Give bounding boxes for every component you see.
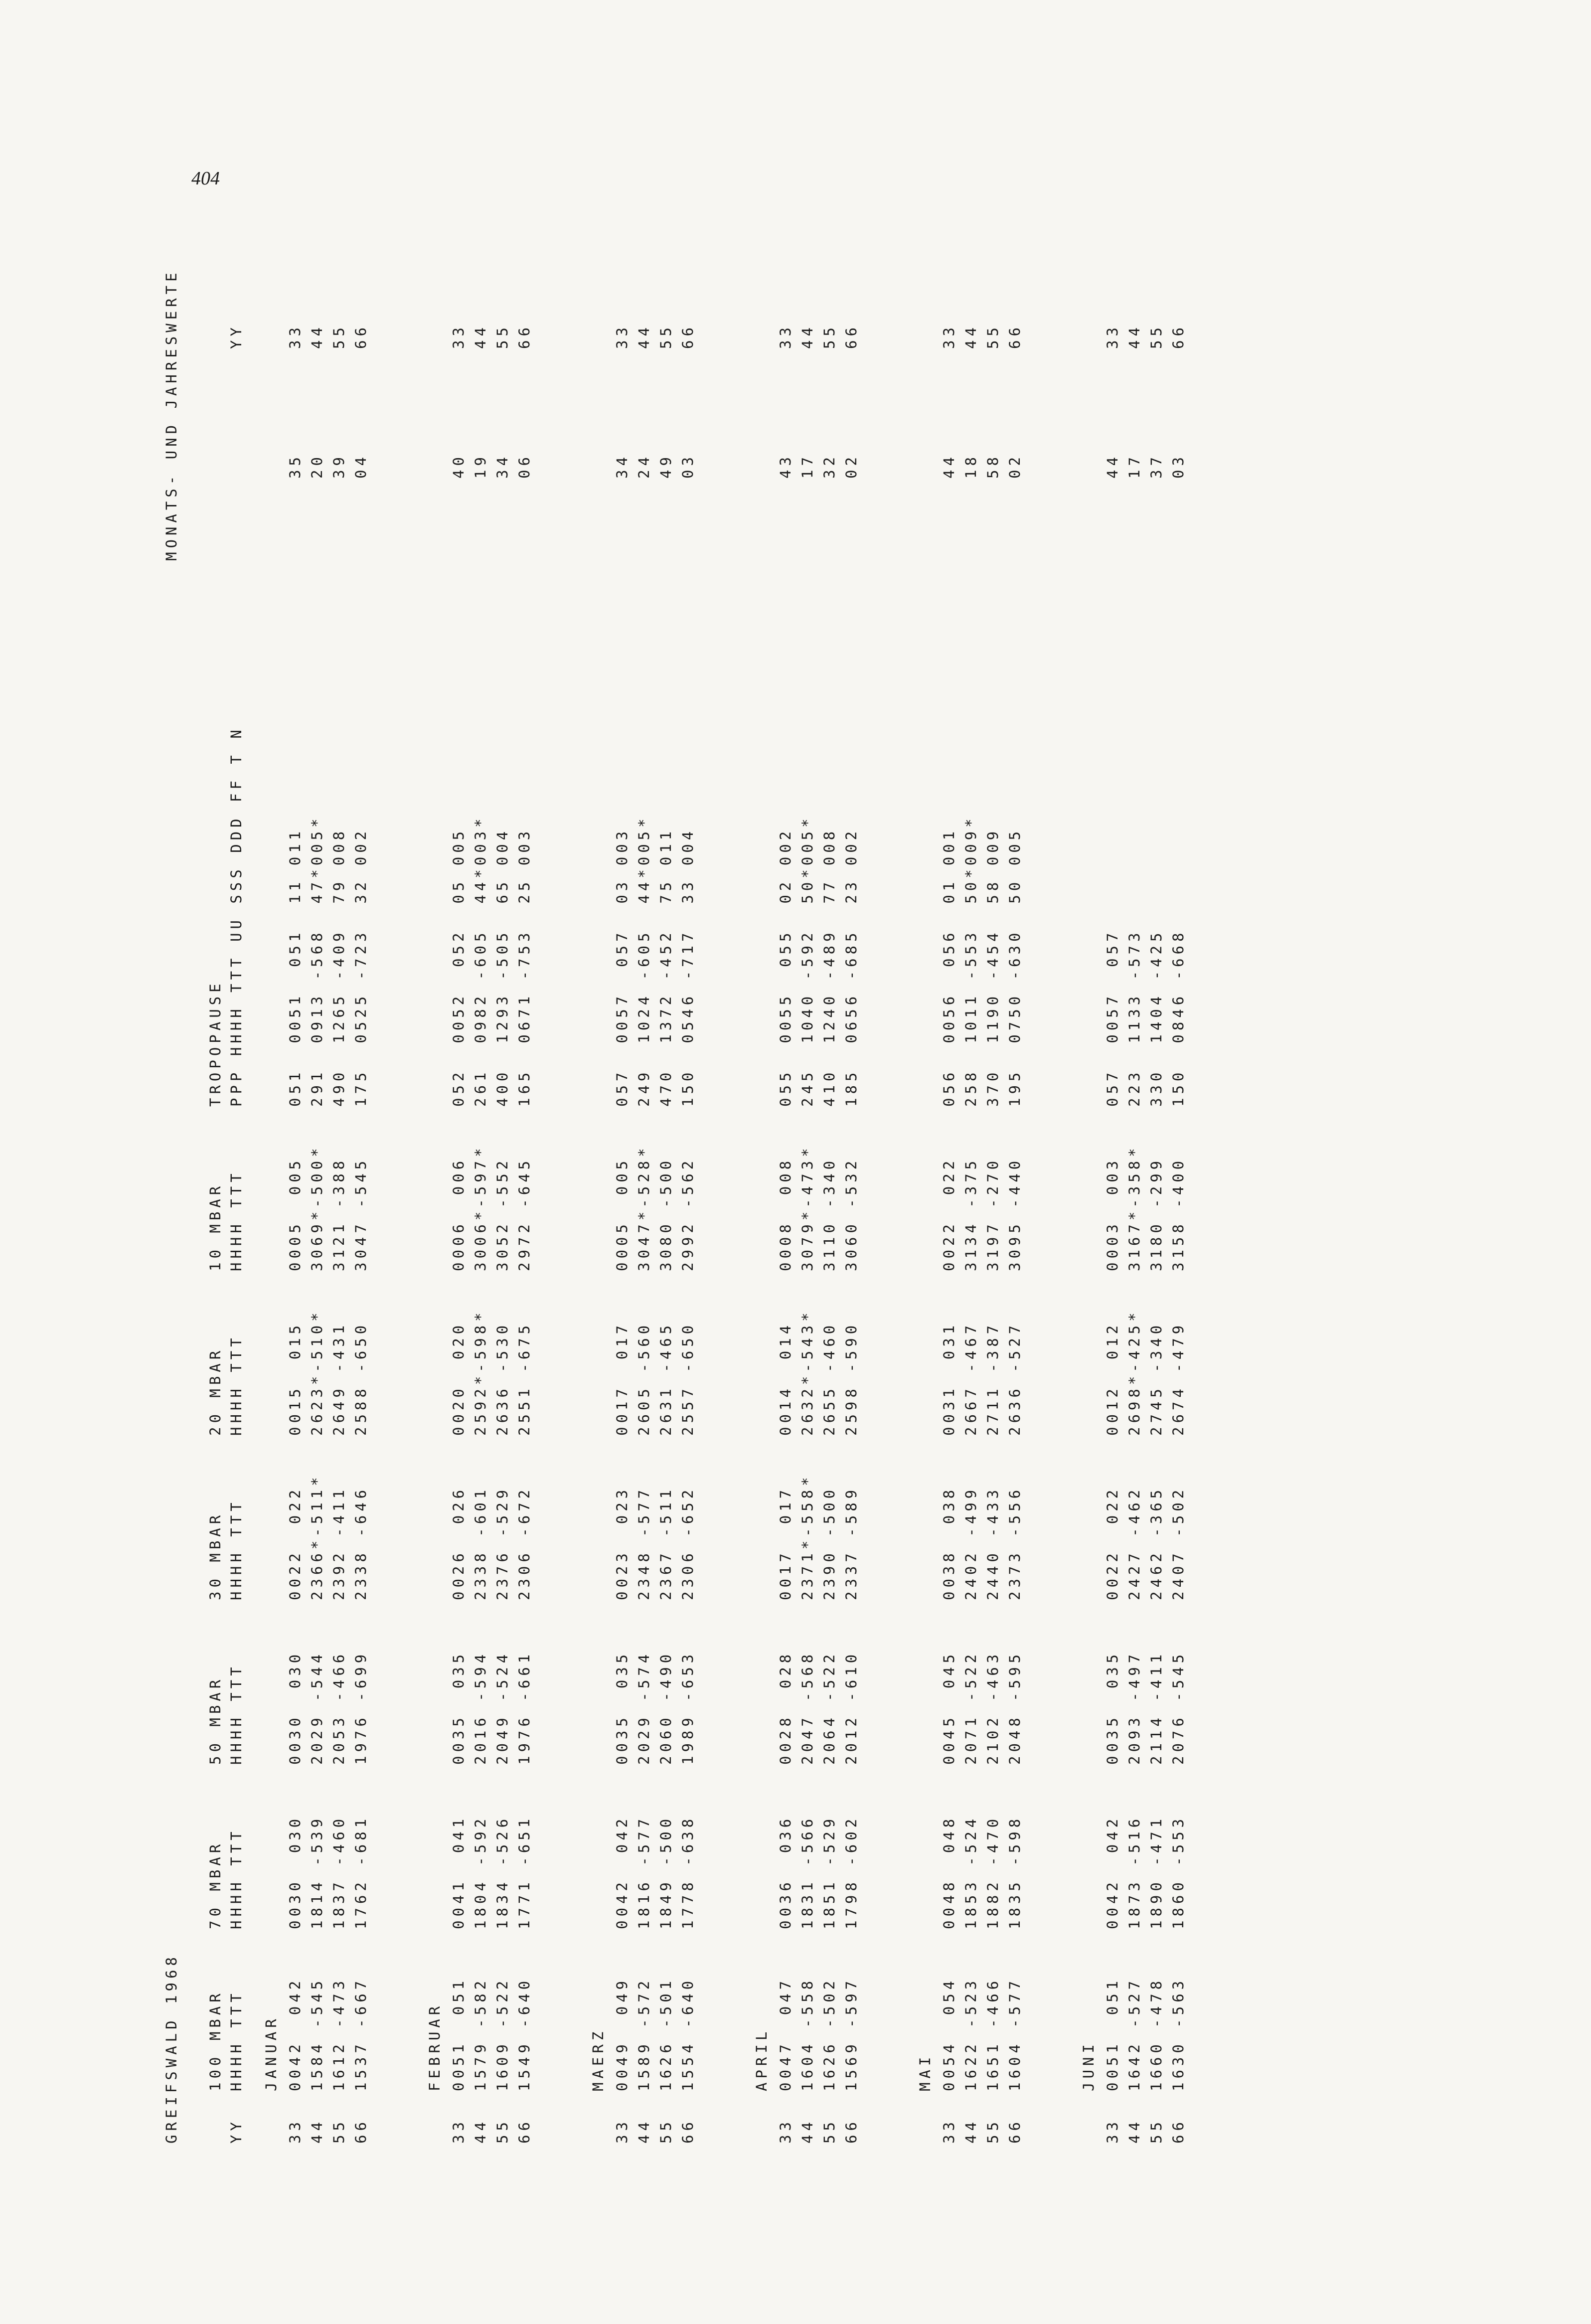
yy-cell-right: 66	[352, 324, 369, 349]
tropopause-cell: 051 0051 051 11 011	[287, 827, 304, 1107]
level-cell: 0035 035	[450, 1650, 467, 1765]
yy-cell: 44	[636, 2118, 652, 2144]
level-cell: 0038 038	[941, 1486, 957, 1600]
ff-cell: 06	[516, 453, 533, 479]
level-20-name: 20 MBAR	[207, 1346, 224, 1436]
level-cell: 1890 -471	[1148, 1815, 1165, 1929]
yy-cell: 33	[287, 2118, 304, 2144]
level-cell: 1804 -592	[472, 1815, 489, 1929]
station-title: GREIFSWALD 1968	[163, 1953, 180, 2144]
month-heading: JUNI	[1080, 2040, 1097, 2091]
level-cell: 2745 -340	[1148, 1321, 1165, 1436]
ff-cell: 02	[1006, 453, 1023, 479]
yy-cell-right: 66	[679, 324, 696, 349]
level-cell: 3047 -545	[352, 1157, 369, 1271]
level-cell: 2049 -524	[494, 1650, 511, 1765]
level-cell: 2047 -568	[799, 1650, 816, 1765]
tropopause-cell: 258 1011 -553 50*009*	[962, 815, 979, 1107]
level-cell: 3167*-358*	[1126, 1144, 1143, 1271]
level-cell: 0005 005	[287, 1157, 304, 1271]
ff-cell: 32	[821, 453, 838, 479]
ff-cell: 18	[962, 453, 979, 479]
yy-cell-right: 55	[657, 324, 674, 349]
level-cell: 2605 -560	[636, 1321, 652, 1436]
ff-cell: 24	[636, 453, 652, 479]
month-heading: JANUAR	[263, 2015, 280, 2091]
level-cell: 3121 -388	[330, 1157, 347, 1271]
level-cell: 0020 020	[450, 1321, 467, 1436]
yy-cell-right: 66	[1006, 324, 1023, 349]
yy-cell: 33	[941, 2118, 957, 2144]
level-50-cols: HHHH TTT	[228, 1663, 245, 1765]
level-cell: 2373 -556	[1006, 1486, 1023, 1600]
ff-cell: 03	[1170, 453, 1187, 479]
level-cell: 2623*-510*	[309, 1309, 325, 1436]
yy-cell: 66	[1006, 2118, 1023, 2144]
level-100-name: 100 MBAR	[207, 1990, 224, 2091]
level-cell: 3158 -400	[1170, 1157, 1187, 1271]
yy-cell: 55	[821, 2118, 838, 2144]
level-cell: 3047*-528*	[636, 1144, 652, 1271]
yy-cell-right: 44	[962, 324, 979, 349]
level-cell: 2102 -463	[984, 1650, 1001, 1765]
yy-cell-right: 55	[821, 324, 838, 349]
yy-cell-right: 33	[777, 324, 794, 349]
level-cell: 2029 -544	[309, 1650, 325, 1765]
ff-cell: 44	[941, 453, 957, 479]
tropopause-cell: 057 0057 057	[1104, 929, 1121, 1107]
tropopause-cell: 370 1190 -454 58 009	[984, 827, 1001, 1107]
ff-cell: 20	[309, 453, 325, 479]
level-cell: 3180 -299	[1148, 1157, 1165, 1271]
level-cell: 1853 -524	[962, 1815, 979, 1929]
yy-cell-right: 55	[494, 324, 511, 349]
level-cell: 2631 -465	[657, 1321, 674, 1436]
yy-cell-right: 33	[1104, 324, 1121, 349]
level-70-cols: HHHH TTT	[228, 1827, 245, 1929]
level-cell: 2053 -466	[330, 1650, 347, 1765]
level-cell: 0054 054	[941, 1977, 957, 2091]
level-cell: 2698*-425*	[1126, 1309, 1143, 1436]
ff-cell: 19	[472, 453, 489, 479]
level-cell: 2557 -650	[679, 1321, 696, 1436]
level-cell: 1976 -661	[516, 1650, 533, 1765]
level-cell: 2992 -562	[679, 1157, 696, 1271]
yy-cell-right: 33	[287, 324, 304, 349]
yy-cell: 66	[1170, 2118, 1187, 2144]
tropopause-cell: 291 0913 -568 47*005*	[309, 815, 325, 1107]
level-cell: 1834 -526	[494, 1815, 511, 1929]
yy-cell-right: 44	[309, 324, 325, 349]
level-cell: 1609 -522	[494, 1977, 511, 2091]
level-cell: 0042 042	[1104, 1815, 1121, 1929]
level-cell: 0026 026	[450, 1486, 467, 1600]
level-100-cols: HHHH TTT	[228, 1990, 245, 2091]
level-cell: 2076 -545	[1170, 1650, 1187, 1765]
level-cell: 0008 008	[777, 1157, 794, 1271]
level-cell: 2649 -431	[330, 1321, 347, 1436]
level-cell: 0051 051	[450, 1977, 467, 2091]
level-cell: 1660 -478	[1148, 1977, 1165, 2091]
yy-header-label: YY	[228, 2118, 245, 2144]
level-cell: 1771 -651	[516, 1815, 533, 1929]
level-cell: 2551 -675	[516, 1321, 533, 1436]
ff-cell: 40	[450, 453, 467, 479]
ff-cell: 58	[984, 453, 1001, 479]
level-cell: 2338 -601	[472, 1486, 489, 1600]
yy-cell: 55	[494, 2118, 511, 2144]
level-cell: 1873 -516	[1126, 1815, 1143, 1929]
level-cell: 1626 -501	[657, 1977, 674, 2091]
level-cell: 2029 -574	[636, 1650, 652, 1765]
level-cell: 0035 035	[614, 1650, 631, 1765]
level-cell: 1630 -563	[1170, 1977, 1187, 2091]
tropopause-cell: 261 0982 -605 44*003*	[472, 815, 489, 1107]
level-cell: 0041 041	[450, 1815, 467, 1929]
level-cell: 2588 -650	[352, 1321, 369, 1436]
yy-cell-right: 33	[450, 324, 467, 349]
level-cell: 3080 -500	[657, 1157, 674, 1271]
level-cell: 2440 -433	[984, 1486, 1001, 1600]
level-30-cols: HHHH TTT	[228, 1498, 245, 1600]
yy-cell: 66	[516, 2118, 533, 2144]
ff-cell: 34	[494, 453, 511, 479]
ff-cell: 04	[352, 453, 369, 479]
level-50-name: 50 MBAR	[207, 1675, 224, 1765]
report-title: MONATS- UND JAHRESWERTE	[163, 269, 180, 561]
yy-cell: 44	[309, 2118, 325, 2144]
level-cell: 2367 -511	[657, 1486, 674, 1600]
level-cell: 1816 -577	[636, 1815, 652, 1929]
yy-cell-right: 33	[941, 324, 957, 349]
level-cell: 1831 -566	[799, 1815, 816, 1929]
level-cell: 0030 030	[287, 1650, 304, 1765]
month-heading: APRIL	[753, 2027, 770, 2091]
level-cell: 2636 -527	[1006, 1321, 1023, 1436]
level-cell: 2071 -522	[962, 1650, 979, 1765]
yy-cell-right: 44	[636, 324, 652, 349]
level-cell: 0035 035	[1104, 1650, 1121, 1765]
yy-header-label-right: YY	[228, 324, 245, 349]
level-cell: 0015 015	[287, 1321, 304, 1436]
yy-cell: 33	[777, 2118, 794, 2144]
level-cell: 2376 -529	[494, 1486, 511, 1600]
tropopause-cell: 185 0656 -685 23 002	[843, 827, 860, 1107]
level-cell: 0014 014	[777, 1321, 794, 1436]
tropopause-cell: 410 1240 -489 77 008	[821, 827, 838, 1107]
tropopause-cell: 055 0055 055 02 002	[777, 827, 794, 1107]
tropopause-cell: 400 1293 -505 65 004	[494, 827, 511, 1107]
level-cell: 1589 -572	[636, 1977, 652, 2091]
level-cell: 1579 -582	[472, 1977, 489, 2091]
level-cell: 0022 022	[941, 1157, 957, 1271]
level-cell: 1976 -699	[352, 1650, 369, 1765]
level-cell: 0049 049	[614, 1977, 631, 2091]
level-cell: 2371*-558*	[799, 1473, 816, 1600]
level-cell: 1642 -527	[1126, 1977, 1143, 2091]
ff-cell: 49	[657, 453, 674, 479]
yy-cell: 33	[1104, 2118, 1121, 2144]
level-cell: 2972 -645	[516, 1157, 533, 1271]
level-cell: 0017 017	[777, 1486, 794, 1600]
yy-cell-right: 44	[472, 324, 489, 349]
yy-cell-right: 44	[799, 324, 816, 349]
level-10-name: 10 MBAR	[207, 1182, 224, 1271]
level-cell: 1851 -529	[821, 1815, 838, 1929]
tropopause-cell: 175 0525 -723 32 002	[352, 827, 369, 1107]
level-cell: 2407 -502	[1170, 1486, 1187, 1600]
level-cell: 0005 005	[614, 1157, 631, 1271]
level-cell: 0045 045	[941, 1650, 957, 1765]
level-10-cols: HHHH TTT	[228, 1169, 245, 1271]
level-cell: 0048 048	[941, 1815, 957, 1929]
ff-cell: 39	[330, 453, 347, 479]
tropopause-cols: PPP HHHH TTT UU SSS DDD FF T N	[228, 726, 245, 1107]
tropopause-cell: 223 1133 -573	[1126, 929, 1143, 1107]
yy-cell: 44	[1126, 2118, 1143, 2144]
yy-cell: 55	[1148, 2118, 1165, 2144]
level-cell: 2306 -672	[516, 1486, 533, 1600]
level-cell: 3079*-473*	[799, 1144, 816, 1271]
level-cell: 2427 -462	[1126, 1486, 1143, 1600]
level-cell: 3095 -440	[1006, 1157, 1023, 1271]
level-cell: 1537 -667	[352, 1977, 369, 2091]
level-cell: 2632*-543*	[799, 1309, 816, 1436]
level-20-cols: HHHH TTT	[228, 1334, 245, 1436]
level-cell: 1612 -473	[330, 1977, 347, 2091]
level-cell: 1798 -602	[843, 1815, 860, 1929]
level-cell: 0022 022	[287, 1486, 304, 1600]
level-cell: 2390 -500	[821, 1486, 838, 1600]
level-cell: 2402 -499	[962, 1486, 979, 1600]
yy-cell-right: 66	[1170, 324, 1187, 349]
ff-cell: 02	[843, 453, 860, 479]
yy-cell-right: 55	[1148, 324, 1165, 349]
level-cell: 0042 042	[614, 1815, 631, 1929]
level-cell: 2667 -467	[962, 1321, 979, 1436]
ff-cell: 17	[1126, 453, 1143, 479]
ff-cell: 35	[287, 453, 304, 479]
yy-cell: 44	[472, 2118, 489, 2144]
yy-cell-right: 44	[1126, 324, 1143, 349]
level-cell: 1814 -539	[309, 1815, 325, 1929]
yy-cell: 55	[330, 2118, 347, 2144]
tropopause-cell: 490 1265 -409 79 008	[330, 827, 347, 1107]
level-cell: 2337 -589	[843, 1486, 860, 1600]
tropopause-cell: 470 1372 -452 75 011	[657, 827, 674, 1107]
yy-cell: 44	[962, 2118, 979, 2144]
tropopause-cell: 052 0052 052 05 005	[450, 827, 467, 1107]
month-heading: MAI	[917, 2053, 934, 2091]
level-cell: 2016 -594	[472, 1650, 489, 1765]
level-cell: 2306 -652	[679, 1486, 696, 1600]
yy-cell: 55	[984, 2118, 1001, 2144]
level-cell: 0051 051	[1104, 1977, 1121, 2091]
level-cell: 0003 003	[1104, 1157, 1121, 1271]
level-cell: 2592*-598*	[472, 1309, 489, 1436]
level-cell: 0030 030	[287, 1815, 304, 1929]
level-cell: 0017 017	[614, 1321, 631, 1436]
month-heading: MAERZ	[590, 2027, 607, 2091]
ff-cell: 03	[679, 453, 696, 479]
rotated-data-table	[164, 269, 1361, 2144]
level-cell: 2674 -479	[1170, 1321, 1187, 1436]
level-cell: 0047 047	[777, 1977, 794, 2091]
level-cell: 2114 -411	[1148, 1650, 1165, 1765]
tropopause-cell: 150 0846 -668	[1170, 929, 1187, 1107]
tropopause-name: TROPOPAUSE	[207, 980, 224, 1107]
yy-cell: 66	[352, 2118, 369, 2144]
level-cell: 0028 028	[777, 1650, 794, 1765]
yy-cell-right: 55	[330, 324, 347, 349]
ff-cell: 43	[777, 453, 794, 479]
level-cell: 1604 -577	[1006, 1977, 1023, 2091]
level-cell: 2060 -490	[657, 1650, 674, 1765]
yy-cell-right: 33	[614, 324, 631, 349]
level-cell: 3006*-597*	[472, 1144, 489, 1271]
tropopause-cell: 249 1024 -605 44*005*	[636, 815, 652, 1107]
level-cell: 2338 -646	[352, 1486, 369, 1600]
tropopause-cell: 330 1404 -425	[1148, 929, 1165, 1107]
level-cell: 1549 -640	[516, 1977, 533, 2091]
level-cell: 2366*-511*	[309, 1473, 325, 1600]
level-cell: 1882 -470	[984, 1815, 1001, 1929]
tropopause-cell: 195 0750 -630 50 005	[1006, 827, 1023, 1107]
tropopause-cell: 056 0056 056 01 001	[941, 827, 957, 1107]
level-cell: 0023 023	[614, 1486, 631, 1600]
yy-cell: 55	[657, 2118, 674, 2144]
level-cell: 0006 006	[450, 1157, 467, 1271]
ff-cell: 17	[799, 453, 816, 479]
yy-cell-right: 66	[516, 324, 533, 349]
month-heading: FEBRUAR	[426, 2002, 443, 2091]
ff-cell: 34	[614, 453, 631, 479]
level-cell: 2093 -497	[1126, 1650, 1143, 1765]
level-cell: 1584 -545	[309, 1977, 325, 2091]
level-cell: 2655 -460	[821, 1321, 838, 1436]
level-cell: 0036 036	[777, 1815, 794, 1929]
level-cell: 3052 -552	[494, 1157, 511, 1271]
yy-cell: 33	[450, 2118, 467, 2144]
level-70-name: 70 MBAR	[207, 1840, 224, 1929]
level-cell: 2392 -411	[330, 1486, 347, 1600]
level-cell: 2711 -387	[984, 1321, 1001, 1436]
level-cell: 1778 -638	[679, 1815, 696, 1929]
level-cell: 1860 -553	[1170, 1815, 1187, 1929]
level-cell: 1626 -502	[821, 1977, 838, 2091]
level-cell: 3110 -340	[821, 1157, 838, 1271]
yy-cell: 66	[843, 2118, 860, 2144]
level-cell: 3197 -270	[984, 1157, 1001, 1271]
level-30-name: 30 MBAR	[207, 1511, 224, 1600]
level-cell: 2598 -590	[843, 1321, 860, 1436]
level-cell: 2048 -595	[1006, 1650, 1023, 1765]
level-cell: 1569 -597	[843, 1977, 860, 2091]
level-cell: 1622 -523	[962, 1977, 979, 2091]
level-cell: 2064 -522	[821, 1650, 838, 1765]
tropopause-cell: 245 1040 -592 50*005*	[799, 815, 816, 1107]
page-number: 404	[191, 168, 220, 189]
level-cell: 2462 -365	[1148, 1486, 1165, 1600]
ff-cell: 44	[1104, 453, 1121, 479]
yy-cell-right: 66	[843, 324, 860, 349]
yy-cell: 33	[614, 2118, 631, 2144]
level-cell: 1604 -558	[799, 1977, 816, 2091]
level-cell: 2348 -577	[636, 1486, 652, 1600]
level-cell: 1651 -466	[984, 1977, 1001, 2091]
level-cell: 2012 -610	[843, 1650, 860, 1765]
tropopause-cell: 057 0057 057 03 003	[614, 827, 631, 1107]
level-cell: 1989 -653	[679, 1650, 696, 1765]
level-cell: 0042 042	[287, 1977, 304, 2091]
level-cell: 1837 -460	[330, 1815, 347, 1929]
level-cell: 1554 -640	[679, 1977, 696, 2091]
yy-cell: 66	[679, 2118, 696, 2144]
tropopause-cell: 165 0671 -753 25 003	[516, 827, 533, 1107]
level-cell: 1835 -598	[1006, 1815, 1023, 1929]
level-cell: 3069*-500*	[309, 1144, 325, 1271]
level-cell: 3134 -375	[962, 1157, 979, 1271]
level-cell: 1762 -681	[352, 1815, 369, 1929]
level-cell: 1849 -500	[657, 1815, 674, 1929]
ff-cell: 37	[1148, 453, 1165, 479]
level-cell: 0031 031	[941, 1321, 957, 1436]
yy-cell: 44	[799, 2118, 816, 2144]
level-cell: 3060 -532	[843, 1157, 860, 1271]
level-cell: 2636 -530	[494, 1321, 511, 1436]
level-cell: 0022 022	[1104, 1486, 1121, 1600]
level-cell: 0012 012	[1104, 1321, 1121, 1436]
tropopause-cell: 150 0546 -717 33 004	[679, 827, 696, 1107]
yy-cell-right: 55	[984, 324, 1001, 349]
